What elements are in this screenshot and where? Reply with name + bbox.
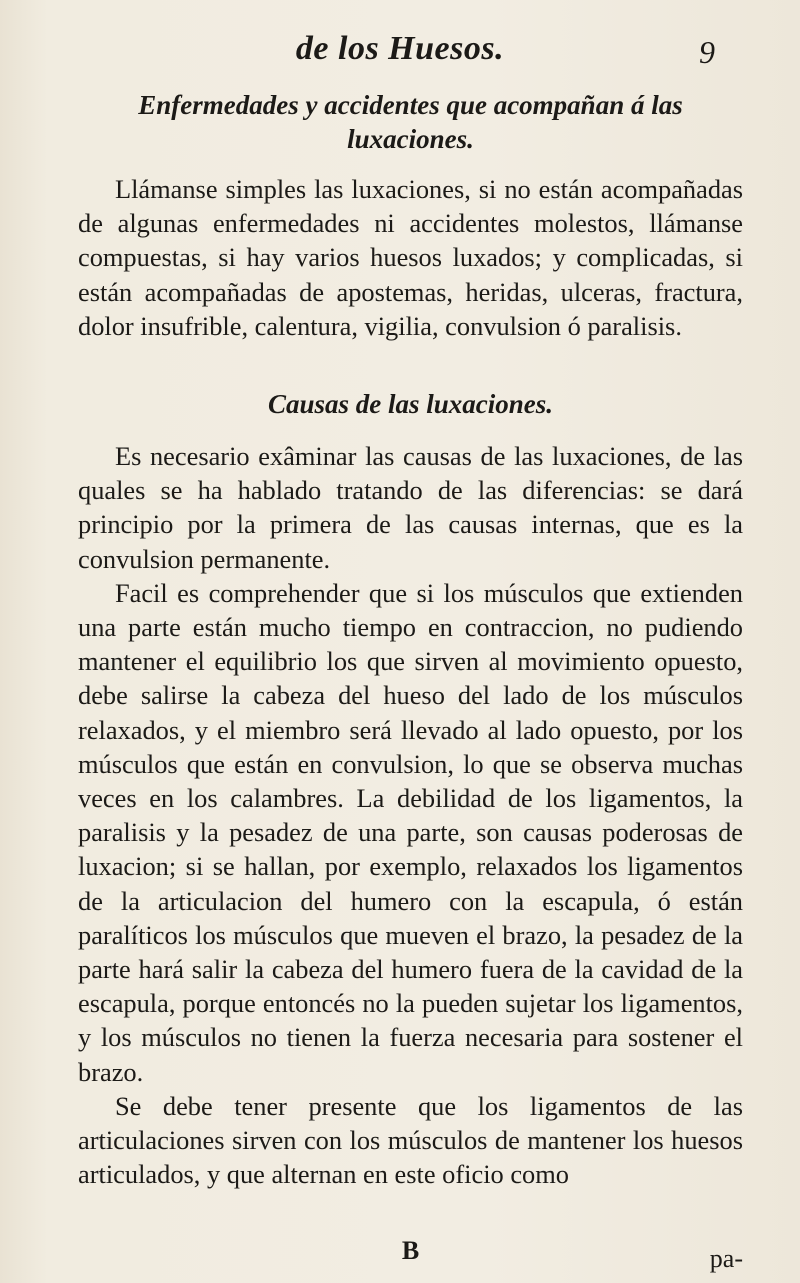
text-block	[78, 88, 743, 1191]
signature-mark: B	[401, 1236, 420, 1265]
running-head	[0, 30, 800, 78]
section-heading-enfermedades: Enfermedades y accidentes que acompañan á las luxaciones.	[138, 90, 683, 154]
paragraph-tener-presente: Se debe tener presente que los ligamentos de las articulaciones sirven con los músculos de mantener los huesos articulados, y que alternan en este oficio como	[78, 1090, 743, 1190]
section-heading-causas: Causas de las luxaciones.	[267, 389, 554, 420]
paragraph-examinar: Es necesario exâminar las causas de las luxaciones, de las quales se ha hablado tratando de las diferencias: se dará principio por la primera de las causas internas, que es la convulsion permanente.	[78, 441, 743, 574]
running-title: de los Huesos.	[295, 30, 505, 67]
page-number: 9	[699, 34, 715, 70]
paragraph-facil: Facil es comprehender que si los músculos que extienden una parte están mucho tiempo en contraccion, no pudiendo mantener el equilibrio los que sirven al movimiento opuesto, debe salirse la cabeza del hueso del lado de los músculos relaxados, y el miembro será llevado al lado opuesto, por los músculos que están en convulsion, lo que se observa muchas veces en los calambres. La debilidad de los ligamentos, la paralisis y la pesadez de una parte, son causas poderosas de luxacion; si se hallan, por exemplo, relaxados los ligamentos de la articulacion del humero con la escapula, ó están paralíticos los músculos que mueven el brazo, la pesadez de la parte hará salir la cabeza del humero fuera de la cavidad de la escapula, porque entoncés no la pueden sujetar los ligamentos, y los músculos no tienen la fuerza necesaria para sostener el brazo.	[78, 577, 743, 1087]
catchword: pa-	[709, 1244, 743, 1273]
catchline	[78, 1236, 743, 1276]
paragraph-simples: Llámanse simples las luxaciones, si no están acompañadas de algunas enfermedades ni accidentes molestos, llámanse compuestas, si hay varios huesos luxados; y complicadas, si están acompañadas de apostemas, heridas, ulceras, fractura, dolor insufrible, calentura, vigilia, convulsion ó paralisis.	[78, 174, 743, 341]
